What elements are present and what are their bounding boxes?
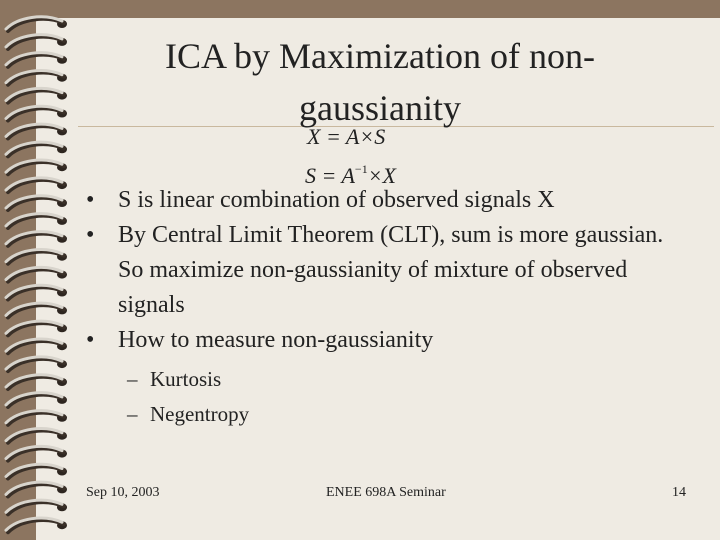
eq2-equals-sign: = (321, 163, 337, 188)
bullet-item: • S is linear combination of observed signals X (86, 183, 686, 218)
eq2-base: A (341, 163, 355, 188)
bullet-item: • How to measure non-gaussianity (86, 323, 686, 358)
slide-title: ICA by Maximization of non-gaussianity (165, 36, 595, 128)
sub-bullet-item: – Kurtosis (86, 362, 686, 397)
eq2-exponent: −1 (354, 162, 368, 176)
equation-mixing (307, 124, 385, 150)
bullet-item: • By Central Limit Theorem (CLT), sum is more gaussian. So maximize non-gaussianity of mixture of observed signals (86, 218, 686, 323)
slide-number: 14 (672, 485, 686, 500)
footer-date: Sep 10, 2003 (86, 485, 160, 500)
eq2-lhs: S (305, 163, 316, 188)
spiral-binding-icon (0, 0, 90, 540)
footer-title: ENEE 698A Seminar (326, 485, 446, 500)
eq2-rest: ×X (367, 163, 396, 188)
sub-bullet-item: – Negentropy (86, 397, 686, 432)
eq1-lhs: X (307, 124, 321, 149)
bullet-list (86, 183, 686, 432)
eq1-rhs: A×S (345, 124, 386, 149)
eq1-equals-sign: = (325, 124, 341, 149)
